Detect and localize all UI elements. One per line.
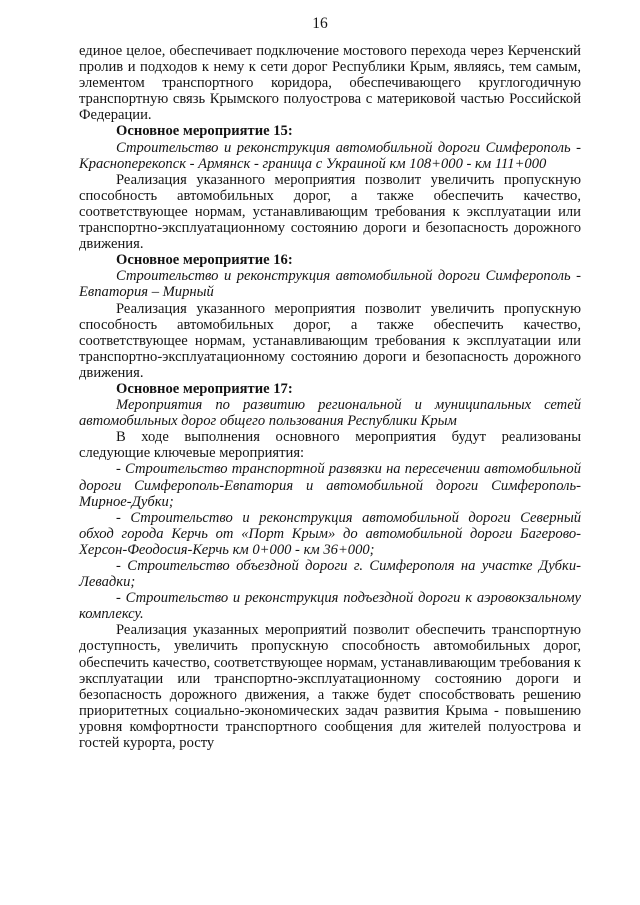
measure-16-title: Строительство и реконструкция автомобильной дороги Симферополь - Евпатория – Мирный xyxy=(79,268,581,301)
document-body xyxy=(79,43,581,751)
measure-16-heading: Основное мероприятие 16: xyxy=(116,252,293,269)
intro-paragraph: единое целое, обеспечивает подключение мостового перехода через Керченский пролив и подходов к нему к сети дорог Республики Крым, являясь, тем самым, элементом транспортного коридора, обеспечивающего круглогодичную транспортную связь Крымского полуострова с материковой частью Российской Федерации. xyxy=(79,43,581,124)
measure-17-item: - Строительство и реконструкция подъездной дороги к аэровокзальному комплексу. xyxy=(79,590,581,623)
measure-17-title: Мероприятия по развитию региональной и муниципальных сетей автомобильных дорог общего пользования Республики Крым xyxy=(79,397,581,430)
measure-17-heading: Основное мероприятие 17: xyxy=(116,380,293,397)
measure-15-title: Строительство и реконструкция автомобильной дороги Симферополь - Красноперекопск - Армянск - граница с Украиной км 108+000 - км 111+000 xyxy=(79,139,581,172)
measure-16-body: Реализация указанного мероприятия позволит увеличить пропускную способность автомобильных дорог, а также обеспечить качество, соответствующее нормам, устанавливающим требования к эксплуатации или транспортно-эксплуатационному состоянию дороги и безопасность дорожного движения. xyxy=(79,300,581,381)
measure-15-body: Реализация указанного мероприятия позволит увеличить пропускную способность автомобильных дорог, а также обеспечить качество, соответствующее нормам, устанавливающим требования к эксплуатации или транспортно-эксплуатационному состоянию дороги и безопасность дорожного движения. xyxy=(79,171,581,253)
measure-17-item: - Строительство и реконструкция автомобильной дороги Северный обход города Керчь от «Порт Крым» до автомобильной дороги Багерово-Херсон-Феодосия-Керчь км 0+000 - км 36+000; xyxy=(79,509,581,558)
measure-17-item: - Строительство транспортной развязки на пересечении автомобильной дороги Симферополь-Евпатория и автомобильной дороги Симферополь-Мирное-Дубки; xyxy=(79,461,581,510)
page-number: 16 xyxy=(312,15,328,32)
measure-17-item: - Строительство объездной дороги г. Симферополя на участке Дубки-Левадки; xyxy=(79,558,581,591)
measure-15-heading: Основное мероприятие 15: xyxy=(116,123,293,140)
measure-17-lead: В ходе выполнения основного мероприятия будут реализованы следующие ключевые мероприятия: xyxy=(79,429,581,462)
measure-17-closing: Реализация указанных мероприятий позволит обеспечить транспортную доступность, увеличить пропускную способность автомобильных дорог, обеспечить качество, соответствующее нормам, устанавливающим требования к эксплуатации или транспортно-эксплуатационному состоянию дороги и безопасность дорожного движения, а также будет способствовать решению приоритетных социально-экономических задач развития Крыма - повышению уровня комфортности транспортного сообщения для жителей полуострова и гостей курорта, росту xyxy=(79,622,581,752)
